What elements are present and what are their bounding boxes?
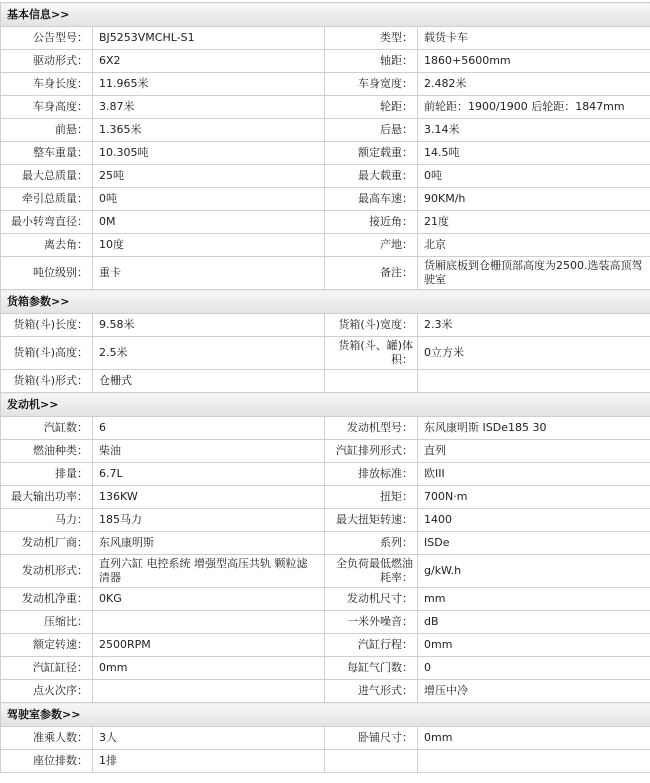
spec-label: 货箱(斗)高度： (1, 337, 93, 370)
spec-value: 0立方米 (418, 337, 650, 370)
spec-value: 直列 (418, 440, 650, 463)
section-header (1, 393, 650, 417)
spec-value: 0KG (93, 588, 325, 611)
spec-label: 车身宽度： (325, 73, 418, 96)
spec-row (1, 727, 650, 750)
spec-value: 2.482米 (418, 73, 650, 96)
spec-value: 0吨 (93, 188, 325, 211)
spec-row (1, 188, 650, 211)
spec-value: 2500RPM (93, 634, 325, 657)
spec-value (418, 370, 650, 393)
spec-label: 点火次序： (1, 680, 93, 703)
spec-value: mm (418, 588, 650, 611)
spec-value: 3.14米 (418, 119, 650, 142)
spec-label: 发动机尺寸： (325, 588, 418, 611)
spec-value: 0mm (418, 634, 650, 657)
spec-value: 前轮距：1900/1900 后轮距：1847mm (418, 96, 650, 119)
spec-row (1, 588, 650, 611)
spec-label: 马力： (1, 509, 93, 532)
spec-label: 汽缸行程： (325, 634, 418, 657)
spec-value: 欧III (418, 463, 650, 486)
spec-label: 最高车速： (325, 188, 418, 211)
spec-value: 东风康明斯 (93, 532, 325, 555)
spec-row (1, 680, 650, 703)
spec-row (1, 119, 650, 142)
spec-row (1, 314, 650, 337)
spec-row (1, 509, 650, 532)
spec-label: 额定转速： (1, 634, 93, 657)
spec-label: 排放标准： (325, 463, 418, 486)
spec-label: 离去角： (1, 234, 93, 257)
section-title: 发动机>> (1, 393, 650, 417)
spec-value: 14.5吨 (418, 142, 650, 165)
section-title: 货箱参数>> (1, 290, 650, 314)
spec-value: 0 (418, 657, 650, 680)
spec-label: 车身长度： (1, 73, 93, 96)
spec-row (1, 211, 650, 234)
spec-label: 汽缸排列形式： (325, 440, 418, 463)
spec-value: 东风康明斯 ISDe185 30 (418, 417, 650, 440)
spec-row (1, 370, 650, 393)
spec-value: 北京 (418, 234, 650, 257)
spec-label: 发动机型号： (325, 417, 418, 440)
spec-value: dB (418, 611, 650, 634)
spec-value: 21度 (418, 211, 650, 234)
spec-label: 发动机厂商： (1, 532, 93, 555)
spec-row (1, 440, 650, 463)
spec-row (1, 337, 650, 370)
spec-label: 最大扭矩转速： (325, 509, 418, 532)
spec-row (1, 750, 650, 773)
spec-value (93, 680, 325, 703)
spec-label: 轮距： (325, 96, 418, 119)
spec-label (325, 750, 418, 773)
spec-label (325, 370, 418, 393)
spec-value: 90KM/h (418, 188, 650, 211)
spec-value: 6.7L (93, 463, 325, 486)
spec-value: 700N·m (418, 486, 650, 509)
spec-value: 10.305吨 (93, 142, 325, 165)
spec-row (1, 96, 650, 119)
spec-value: 6X2 (93, 50, 325, 73)
spec-label: 座位排数： (1, 750, 93, 773)
spec-row (1, 463, 650, 486)
spec-value: 1400 (418, 509, 650, 532)
spec-label: 准乘人数： (1, 727, 93, 750)
spec-row (1, 165, 650, 188)
spec-label: 每缸气门数： (325, 657, 418, 680)
spec-label: 车身高度： (1, 96, 93, 119)
spec-value: 10度 (93, 234, 325, 257)
spec-label: 系列： (325, 532, 418, 555)
spec-value: 重卡 (93, 257, 325, 290)
spec-label: 产地： (325, 234, 418, 257)
spec-label: 货箱(斗、罐)体积： (325, 337, 418, 370)
spec-label: 燃油种类： (1, 440, 93, 463)
spec-value: 增压中冷 (418, 680, 650, 703)
spec-row (1, 611, 650, 634)
spec-label: 轴距： (325, 50, 418, 73)
spec-label: 整车重量： (1, 142, 93, 165)
spec-label: 扭矩： (325, 486, 418, 509)
spec-label: 最大总质量： (1, 165, 93, 188)
spec-value: 载货卡车 (418, 27, 650, 50)
spec-row (1, 142, 650, 165)
spec-value: 9.58米 (93, 314, 325, 337)
spec-value: 2.3米 (418, 314, 650, 337)
spec-label: 一米外噪音： (325, 611, 418, 634)
spec-label: 最小转弯直径： (1, 211, 93, 234)
section-header (1, 3, 650, 27)
spec-value: 0吨 (418, 165, 650, 188)
spec-row (1, 634, 650, 657)
spec-label: 最大载重： (325, 165, 418, 188)
spec-value: 6 (93, 417, 325, 440)
spec-label: 进气形式： (325, 680, 418, 703)
spec-value: BJ5253VMCHL-S1 (93, 27, 325, 50)
spec-value: 3.87米 (93, 96, 325, 119)
spec-value: 2.5米 (93, 337, 325, 370)
spec-label: 汽缸缸径： (1, 657, 93, 680)
spec-label: 驱动形式： (1, 50, 93, 73)
spec-row (1, 657, 650, 680)
spec-row (1, 417, 650, 440)
spec-row (1, 50, 650, 73)
spec-row (1, 257, 650, 290)
spec-label: 前悬： (1, 119, 93, 142)
spec-label: 卧铺尺寸： (325, 727, 418, 750)
spec-row (1, 234, 650, 257)
spec-row (1, 27, 650, 50)
spec-label: 排量： (1, 463, 93, 486)
spec-row (1, 486, 650, 509)
spec-value: 0mm (93, 657, 325, 680)
spec-label: 全负荷最低燃油耗率： (325, 555, 418, 588)
spec-label: 接近角： (325, 211, 418, 234)
spec-value: 11.965米 (93, 73, 325, 96)
spec-value: g/kW.h (418, 555, 650, 588)
spec-value: 0mm (418, 727, 650, 750)
spec-table (0, 2, 650, 773)
spec-value: 136KW (93, 486, 325, 509)
spec-value: 货厢底板到仓栅顶部高度为2500.选装高顶驾驶室 (418, 257, 650, 290)
spec-label: 吨位级别： (1, 257, 93, 290)
section-header (1, 290, 650, 314)
spec-label: 类型： (325, 27, 418, 50)
spec-label: 货箱(斗)宽度： (325, 314, 418, 337)
spec-value: 3人 (93, 727, 325, 750)
spec-label: 发动机形式： (1, 555, 93, 588)
spec-label: 汽缸数： (1, 417, 93, 440)
section-header (1, 703, 650, 727)
spec-value: 柴油 (93, 440, 325, 463)
spec-label: 备注： (325, 257, 418, 290)
section-title: 基本信息>> (1, 3, 650, 27)
spec-value: 1排 (93, 750, 325, 773)
section-title: 驾驶室参数>> (1, 703, 650, 727)
spec-label: 公告型号： (1, 27, 93, 50)
spec-label: 额定载重： (325, 142, 418, 165)
spec-label: 货箱(斗)形式： (1, 370, 93, 393)
spec-label: 发动机净重： (1, 588, 93, 611)
spec-value: ISDe (418, 532, 650, 555)
spec-value: 0M (93, 211, 325, 234)
spec-label: 后悬： (325, 119, 418, 142)
spec-value: 仓栅式 (93, 370, 325, 393)
spec-row (1, 555, 650, 588)
spec-label: 货箱(斗)长度： (1, 314, 93, 337)
spec-value (418, 750, 650, 773)
spec-label: 压缩比： (1, 611, 93, 634)
spec-row (1, 532, 650, 555)
spec-label: 最大输出功率： (1, 486, 93, 509)
spec-value: 直列六缸 电控系统 增强型高压共轨 颗粒滤清器 (93, 555, 325, 588)
spec-value: 185马力 (93, 509, 325, 532)
spec-value: 1860+5600mm (418, 50, 650, 73)
spec-value: 25吨 (93, 165, 325, 188)
spec-row (1, 73, 650, 96)
spec-label: 牵引总质量： (1, 188, 93, 211)
spec-value (93, 611, 325, 634)
spec-value: 1.365米 (93, 119, 325, 142)
